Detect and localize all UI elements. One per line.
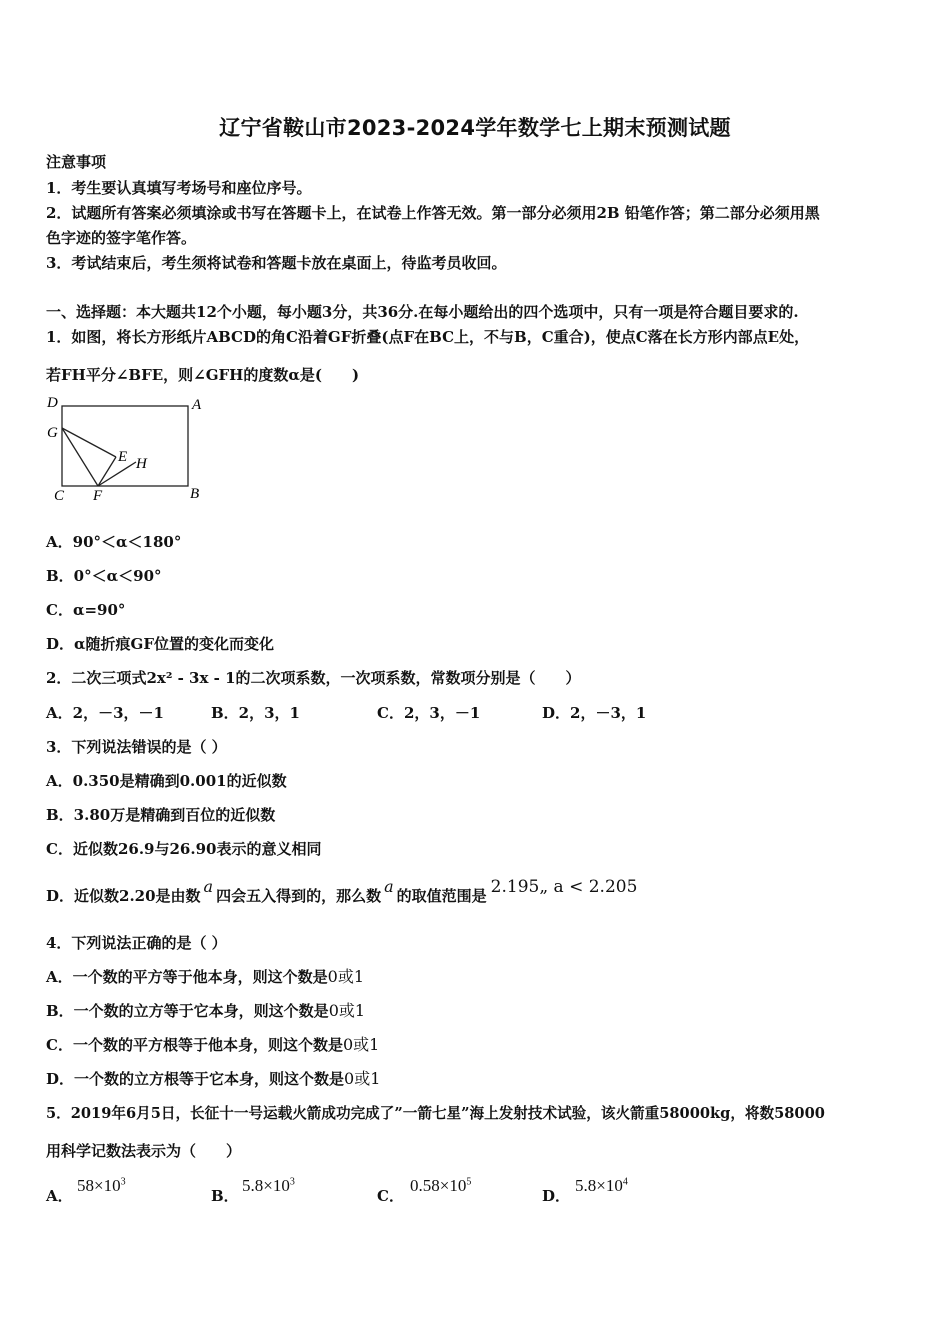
q5-option-d-mantissa: 5.8×10 xyxy=(575,1176,623,1195)
label-f: F xyxy=(93,488,103,504)
q5-option-a-value xyxy=(77,1176,126,1196)
q4-option-c xyxy=(46,1035,379,1055)
q3-stem: 3．下列说法错误的是（ ） xyxy=(46,738,227,756)
label-d: D xyxy=(47,395,58,411)
notice-item-3: 3．考试结束后，考生须将试卷和答题卡放在桌面上，待监考员收回。 xyxy=(46,254,507,272)
q2-option-d: D．2，－3，1 xyxy=(542,704,647,722)
q1-option-c: C．α=90° xyxy=(46,601,126,619)
q4-option-d-tail: 0或1 xyxy=(344,1069,381,1088)
label-g: G xyxy=(47,425,58,441)
q5-option-c-label: C． xyxy=(377,1187,404,1205)
notice-item-2-cont: 色字迹的签字笔作答。 xyxy=(46,229,197,247)
q2-option-b: B．2，3，1 xyxy=(211,704,300,722)
q3-option-d xyxy=(46,877,638,906)
q5-option-a-mantissa: 58×10 xyxy=(77,1176,121,1195)
q1-option-b: B．0°＜α＜90° xyxy=(46,567,162,585)
page-title: 辽宁省鞍山市2023-2024学年数学七上期末预测试题 xyxy=(219,116,731,140)
q4-option-b xyxy=(46,1001,365,1021)
q4-stem: 4．下列说法正确的是（ ） xyxy=(46,934,227,952)
label-c: C xyxy=(54,488,65,504)
notice-item-2: 2．试题所有答案必须填涂或书写在答题卡上，在试卷上作答无效。第一部分必须用2B 铅笔作答；第二部分必须用黑 xyxy=(46,204,820,222)
q5-option-a-exponent: 3 xyxy=(120,1176,126,1188)
range-expression: 2.195„ a < 2.205 xyxy=(490,877,638,897)
label-b: B xyxy=(190,486,200,502)
q5-option-c-exponent: 5 xyxy=(466,1176,472,1188)
q3-option-d-suffix: 的取值范围是 xyxy=(396,887,487,905)
q1-option-a: A．90°＜α＜180° xyxy=(46,533,182,551)
q5-option-d-label: D． xyxy=(542,1187,571,1205)
q4-option-a xyxy=(46,967,364,987)
q5-option-b-label: B． xyxy=(211,1187,239,1205)
q5-option-b-value xyxy=(242,1176,295,1196)
q1-stem-line2: 若FH平分∠BFE，则∠GFH的度数α是( ) xyxy=(46,366,360,384)
q4-option-a-text: A．一个数的平方等于他本身，则这个数是 xyxy=(46,968,328,986)
var-a-2: a xyxy=(384,877,394,896)
q1-figure xyxy=(44,394,214,506)
q5-stem-line2: 用科学记数法表示为（ ） xyxy=(46,1142,242,1160)
rectangle-abcd xyxy=(62,406,188,486)
q5-option-d-exponent: 4 xyxy=(622,1176,628,1188)
segment-gf xyxy=(62,428,98,486)
q2-option-a: A．2，－3，－1 xyxy=(46,704,164,722)
q5-option-d-value xyxy=(575,1176,628,1196)
q3-option-b: B．3.80万是精确到百位的近似数 xyxy=(46,806,276,824)
notice-item-1: 1．考生要认真填写考场号和座位序号。 xyxy=(46,179,312,197)
q4-option-b-tail: 0或1 xyxy=(328,1001,366,1020)
segment-fe xyxy=(98,457,116,486)
q4-option-c-tail: 0或1 xyxy=(342,1035,380,1054)
q3-option-a: A．0.350是精确到0.001的近似数 xyxy=(46,772,287,790)
q3-option-c: C．近似数26.9与26.90表示的意义相同 xyxy=(46,840,322,858)
q4-option-d xyxy=(46,1069,380,1089)
label-e: E xyxy=(118,449,128,465)
label-h: H xyxy=(136,456,147,472)
q5-option-c-value xyxy=(410,1176,471,1196)
q3-option-d-prefix: D．近似数2.20是由数 xyxy=(46,887,201,905)
notice-heading: 注意事项 xyxy=(46,153,107,171)
q2-option-c: C．2，3，－1 xyxy=(377,704,481,722)
q2-stem: 2．二次三项式2x² - 3x - 1的二次项系数，一次项系数，常数项分别是（ ） xyxy=(46,669,581,687)
q5-option-b-exponent: 3 xyxy=(289,1176,295,1188)
q5-option-b-mantissa: 5.8×10 xyxy=(242,1176,290,1195)
label-a: A xyxy=(192,397,202,413)
q1-stem-line1: 1．如图，将长方形纸片ABCD的角C沿着GF折叠(点F在BC上，不与B，C重合)，使点C落在长方形内部点E处， xyxy=(46,328,810,346)
q3-option-d-mid: 四会五入得到的，那么数 xyxy=(216,887,382,905)
segment-ge xyxy=(62,428,116,457)
q4-option-a-tail: 0或1 xyxy=(327,967,365,986)
q1-option-d: D．α随折痕GF位置的变化而变化 xyxy=(46,635,275,653)
var-a-1: a xyxy=(203,877,214,896)
q4-option-b-text: B．一个数的立方等于它本身，则这个数是 xyxy=(46,1002,329,1020)
section-heading: 一、选择题：本大题共12个小题，每小题3分，共36分.在每小题给出的四个选项中，只有一项是符合题目要求的. xyxy=(46,303,799,321)
q5-option-c-mantissa: 0.58×10 xyxy=(410,1176,467,1195)
q4-option-c-text: C．一个数的平方根等于他本身，则这个数是 xyxy=(46,1036,343,1054)
q5-option-a-label: A． xyxy=(46,1187,73,1205)
segment-fh xyxy=(98,462,136,486)
q4-option-d-text: D．一个数的立方根等于它本身，则这个数是 xyxy=(46,1070,345,1088)
q5-stem-line1: 5．2019年6月5日，长征十一号运载火箭成功完成了”一箭七星”海上发射技术试验，该火箭重58000kg，将数58000 xyxy=(46,1105,825,1122)
